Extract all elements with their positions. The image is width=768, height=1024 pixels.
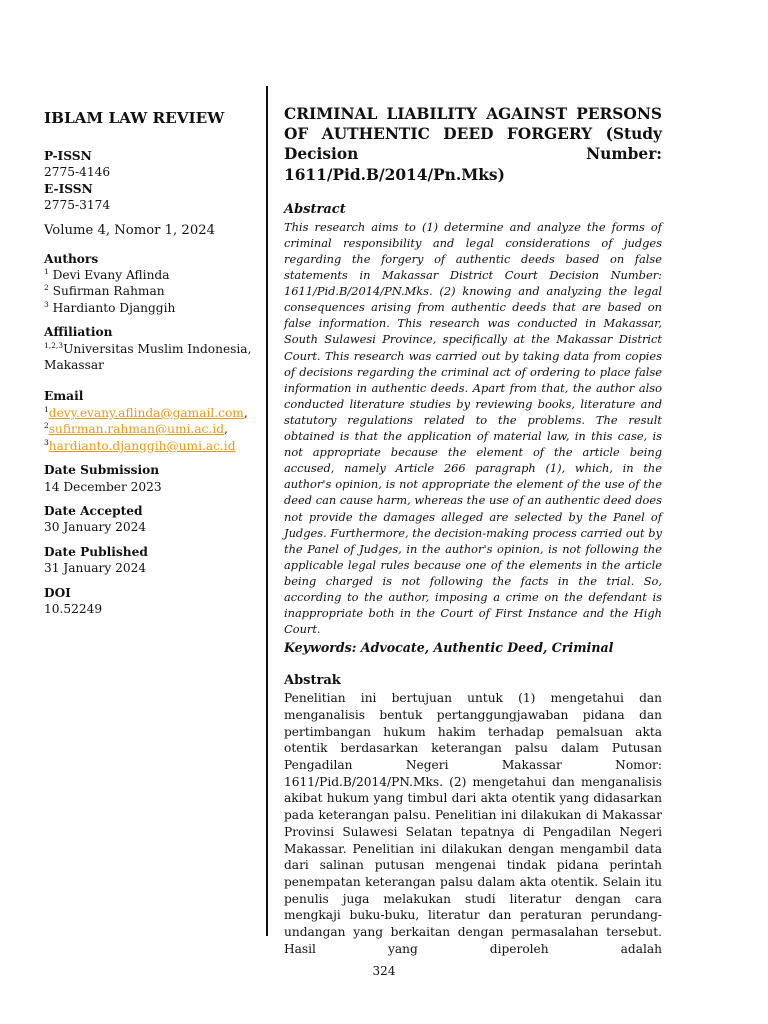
submission-block	[44, 462, 260, 495]
pissn-value: 2775-4146	[44, 165, 111, 180]
email-block	[44, 388, 260, 454]
eissn-value: 2775-3174	[44, 198, 111, 213]
issn-block	[44, 148, 260, 214]
email-item	[44, 405, 260, 421]
author-item	[44, 267, 260, 283]
doi-block	[44, 585, 260, 618]
article-info-sidebar	[44, 108, 260, 617]
author-sup: 3	[44, 299, 49, 309]
accepted-date: 30 January 2024	[44, 520, 147, 535]
doi-label: DOI	[44, 585, 71, 600]
author-item	[44, 283, 260, 299]
accepted-block	[44, 503, 260, 536]
submission-date: 14 December 2023	[44, 479, 162, 494]
eissn-label: E-ISSN	[44, 181, 93, 196]
author-sup: 2	[44, 283, 49, 293]
email-item	[44, 438, 260, 454]
author-item	[44, 300, 260, 316]
doi-value: 10.52249	[44, 601, 103, 616]
affiliation-label: Affiliation	[44, 325, 113, 340]
column-divider	[266, 86, 268, 936]
email-item	[44, 421, 260, 437]
email-separator: ,	[243, 405, 248, 420]
submission-label: Date Submission	[44, 463, 160, 478]
author-name: Sufirman Rahman	[52, 284, 165, 299]
page-number: 324	[372, 964, 396, 978]
published-label: Date Published	[44, 544, 148, 559]
abstrak-text: Penelitian ini bertujuan untuk (1) mengetahui dan menganalisis bentuk pertanggungjawaban pidana dan pertimbangan hukum hakim terhadap pemalsuan akta otentik berdasarkan keterangan palsu dalam Putusan Pengadilan Negeri Makassar Nomor: 1611/Pid.B/2014/PN.Mks. (2) mengetahui dan menganalisis akibat hukum yang timbul dari akta otentik yang didasarkan pada keterangan palsu. Penelitian ini dilakukan di Makassar Provinsi Sulawesi Selatan tepatnya di Pengadilan Negeri Makassar. Penelitian ini dilakukan dengan mengambil data dari salinan putusan mengenai tindak pidana perintah penempatan keterangan palsu dalam akta otentik. Selain itu penulis juga melakukan studi literatur dengan cara mengkaji buku-buku, literatur dan peraturan perundang-undangan yang berkaitan dengan permasalahan tersebut. Hasil yang diperoleh adalah	[284, 691, 662, 956]
pissn-label: P-ISSN	[44, 149, 92, 163]
article-main	[284, 104, 662, 958]
keywords: Keywords: Advocate, Authentic Deed, Criminal	[284, 640, 614, 656]
affiliation-value	[44, 341, 260, 374]
affiliation-sup: 1,2,3	[44, 340, 64, 350]
email-link[interactable]: sufirman.rahman@umi.ac.id	[48, 422, 225, 437]
authors-block	[44, 251, 260, 317]
accepted-label: Date Accepted	[44, 503, 143, 518]
email-link[interactable]: hardianto.djanggih@umi.ac.id	[48, 438, 236, 453]
authors-label: Authors	[44, 251, 99, 266]
affiliation-block	[44, 324, 260, 373]
email-label: Email	[44, 389, 84, 404]
abstrak-heading: Abstrak	[284, 673, 341, 689]
email-separator: ,	[224, 422, 228, 437]
volume-info: Volume 4, Nomor 1, 2024	[44, 222, 215, 238]
author-sup: 1	[44, 266, 49, 276]
author-name: Hardianto Djanggih	[52, 300, 176, 315]
abstract-heading: Abstract	[284, 201, 346, 217]
article-title: CRIMINAL LIABILITY AGAINST PERSONS OF AUTHENTIC DEED FORGERY (Study Decision Number: 1611/Pid.B/2014/Pn.Mks)	[284, 105, 662, 184]
email-sup: 2	[44, 421, 49, 431]
email-sup: 1	[44, 404, 49, 414]
published-block	[44, 544, 260, 577]
email-sup: 3	[44, 437, 49, 447]
email-link[interactable]: devy.evany.aflinda@gamail.com	[48, 405, 244, 420]
abstract-text: This research aims to (1) determine and analyze the forms of criminal responsibility and legal considerations of judges regarding the forgery of authentic deeds based on false statements in Makassar District Court Decision Number: 1611/Pid.B/2014/PN.Mks. (2) knowing and analyzing the legal consequences arising from authentic deeds that are based on false information. This research was conducted in Makassar, South Sulawesi Province, specifically at the Makassar District Court. This research was carried out by taking data from copies of decisions regarding the criminal act of ordering to place false information in authentic deeds. Apart from that, the author also conducted literature studies by reviewing books, literature and statutory regulations related to the problems. The result obtained is that the application of material law, in this case, is not appropriate because the element of the article being accused, namely Article 266 paragraph (1), which, in the author's opinion, is not appropriate the element of the use of the deed can cause harm, whereas the use of an authentic deed does not provide the damages alleged are selected by the Panel of Judges. Furthermore, the decision-making process carried out by the Panel of Judges, in the author's opinion, is not following the applicable legal rules because one of the elements in the article being charged is not following the facts in the trial. So, according to the author, imposing a crime on the defendant is inappropriate both in the Court of First Instance and the High Court.	[284, 219, 662, 637]
published-date: 31 January 2024	[44, 561, 147, 576]
author-name: Devi Evany Aflinda	[52, 268, 170, 283]
affiliation-text: Universitas Muslim Indonesia, Makassar	[44, 341, 252, 373]
journal-name: IBLAM LAW REVIEW	[44, 109, 225, 127]
